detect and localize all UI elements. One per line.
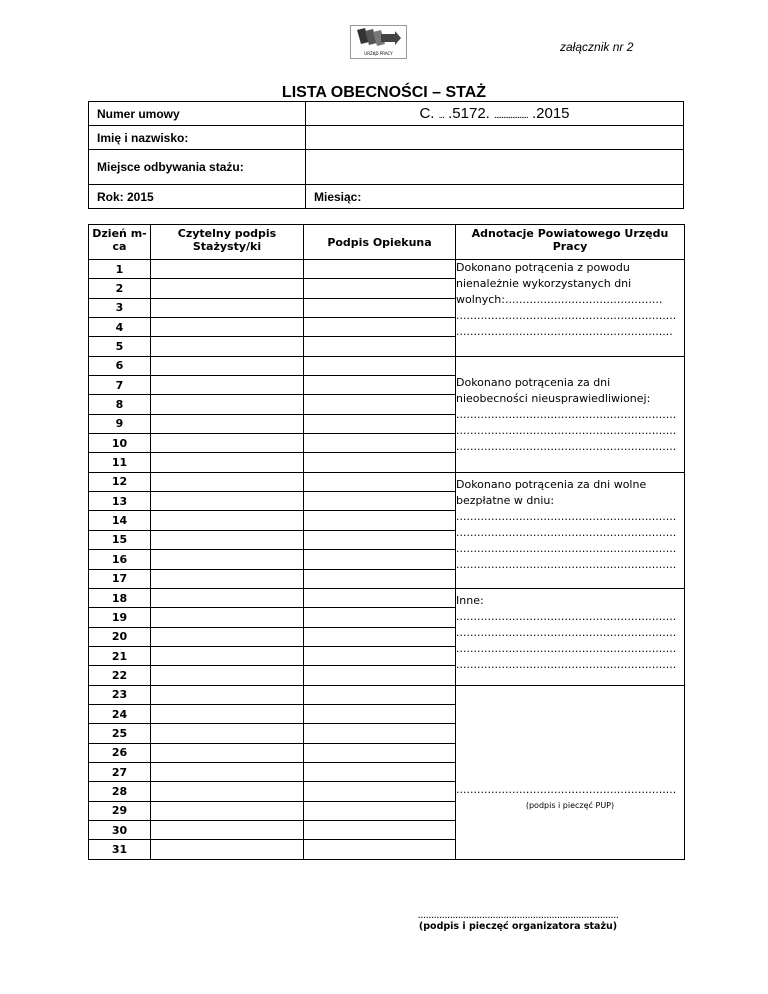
organizer-signature <box>398 910 638 932</box>
annotation-block[interactable] <box>456 356 685 472</box>
day-number: 5 <box>89 337 151 356</box>
annotation-line: ............................................................... <box>456 525 677 539</box>
supervisor-signature-cell[interactable] <box>304 782 456 801</box>
day-number: 4 <box>89 318 151 337</box>
annotation-line: ............................................................... <box>456 407 677 421</box>
organizer-signature-caption: (podpis i pieczęć organizatora stażu) <box>418 921 618 932</box>
year-label: Rok: 2015 <box>89 185 306 209</box>
supervisor-signature-cell[interactable] <box>304 704 456 723</box>
annotation-line: ............................................................... <box>456 641 677 655</box>
day-number: 15 <box>89 530 151 549</box>
annotation-line: ............................................................... <box>456 509 677 523</box>
supervisor-signature-cell[interactable] <box>304 434 456 453</box>
annotation-line: Dokonano potrącenia z powodu <box>456 261 630 274</box>
attendance-table <box>88 224 685 860</box>
annotation-line: Inne: <box>456 593 484 607</box>
intern-signature-cell[interactable] <box>151 356 304 375</box>
annotation-line: nieobecności nieusprawiedliwionej: <box>456 391 651 405</box>
table-row <box>89 260 685 279</box>
day-number: 20 <box>89 627 151 646</box>
day-number: 13 <box>89 492 151 511</box>
supervisor-signature-cell[interactable] <box>304 646 456 665</box>
supervisor-signature-cell[interactable] <box>304 492 456 511</box>
name-label: Imię i nazwisko: <box>89 126 306 150</box>
day-number: 21 <box>89 646 151 665</box>
annotation-line: ............................................................... <box>456 557 677 571</box>
supervisor-signature-cell[interactable] <box>304 356 456 375</box>
annotation-line: ............................................................... <box>456 625 677 639</box>
place-field[interactable] <box>306 150 684 185</box>
day-number: 16 <box>89 550 151 569</box>
intern-signature-cell[interactable] <box>151 337 304 356</box>
intern-signature-cell[interactable] <box>151 646 304 665</box>
intern-signature-cell[interactable] <box>151 840 304 859</box>
intern-signature-cell[interactable] <box>151 704 304 723</box>
supervisor-signature-cell[interactable] <box>304 840 456 859</box>
day-number: 1 <box>89 260 151 279</box>
supervisor-signature-cell[interactable] <box>304 395 456 414</box>
intern-signature-cell[interactable] <box>151 666 304 685</box>
intern-signature-cell[interactable] <box>151 472 304 491</box>
day-number: 31 <box>89 840 151 859</box>
intern-signature-cell[interactable] <box>151 279 304 298</box>
day-number: 24 <box>89 704 151 723</box>
intern-signature-cell[interactable] <box>151 298 304 317</box>
intern-signature-cell[interactable] <box>151 530 304 549</box>
supervisor-signature-cell[interactable] <box>304 627 456 646</box>
day-number: 28 <box>89 782 151 801</box>
day-number: 10 <box>89 434 151 453</box>
supervisor-signature-cell[interactable] <box>304 511 456 530</box>
annotation-line: nienależnie wykorzystanych dni <box>456 277 632 290</box>
col-annotations-header: Adnotacje Powiatowego Urzędu Pracy <box>456 225 685 260</box>
col-day-header: Dzień m-ca <box>89 225 151 260</box>
day-number: 11 <box>89 453 151 472</box>
contract-number-field[interactable]: C. ... .5172. ................... .2015 <box>306 102 684 126</box>
day-number: 7 <box>89 376 151 395</box>
page-title: LISTA OBECNOŚCI – STAŻ <box>281 84 487 101</box>
supervisor-signature-cell[interactable] <box>304 414 456 433</box>
annotation-block[interactable] <box>456 260 685 357</box>
intern-signature-cell[interactable] <box>151 801 304 820</box>
annotation-line: .............................................................. <box>456 325 673 338</box>
name-field[interactable] <box>306 126 684 150</box>
intern-signature-cell[interactable] <box>151 550 304 569</box>
intern-signature-cell[interactable] <box>151 627 304 646</box>
day-number: 23 <box>89 685 151 704</box>
supervisor-signature-cell[interactable] <box>304 608 456 627</box>
annotation-line: ............................................................... <box>456 657 677 671</box>
supervisor-signature-cell[interactable] <box>304 588 456 607</box>
annotation-block[interactable] <box>456 588 685 685</box>
intern-signature-cell[interactable] <box>151 608 304 627</box>
supervisor-signature-cell[interactable] <box>304 453 456 472</box>
supervisor-signature-cell[interactable] <box>304 569 456 588</box>
intern-signature-cell[interactable] <box>151 569 304 588</box>
col-supervisor-header: Podpis Opiekuna <box>304 225 456 260</box>
annotation-line: ............................................................... <box>456 423 677 437</box>
day-number: 25 <box>89 724 151 743</box>
intern-signature-cell[interactable] <box>151 318 304 337</box>
day-number: 18 <box>89 588 151 607</box>
supervisor-signature-cell[interactable] <box>304 685 456 704</box>
day-number: 26 <box>89 743 151 762</box>
supervisor-signature-cell[interactable] <box>304 530 456 549</box>
intern-signature-cell[interactable] <box>151 376 304 395</box>
header-table <box>88 101 684 209</box>
day-number: 3 <box>89 298 151 317</box>
supervisor-signature-cell[interactable] <box>304 318 456 337</box>
day-number: 12 <box>89 472 151 491</box>
supervisor-signature-cell[interactable] <box>304 666 456 685</box>
supervisor-signature-cell[interactable] <box>304 279 456 298</box>
table-row <box>89 588 685 607</box>
day-number: 9 <box>89 414 151 433</box>
intern-signature-cell[interactable] <box>151 453 304 472</box>
intern-signature-cell[interactable] <box>151 260 304 279</box>
day-number: 6 <box>89 356 151 375</box>
supervisor-signature-cell[interactable] <box>304 743 456 762</box>
day-number: 30 <box>89 820 151 839</box>
supervisor-signature-cell[interactable] <box>304 472 456 491</box>
intern-signature-cell[interactable] <box>151 434 304 453</box>
intern-signature-cell[interactable] <box>151 395 304 414</box>
day-number: 19 <box>89 608 151 627</box>
supervisor-signature-cell[interactable] <box>304 550 456 569</box>
supervisor-signature-cell[interactable] <box>304 820 456 839</box>
annotation-line: ............................................................... <box>456 782 677 796</box>
day-number: 29 <box>89 801 151 820</box>
contract-label: Numer umowy <box>89 102 306 126</box>
intern-signature-cell[interactable] <box>151 743 304 762</box>
intern-signature-cell[interactable] <box>151 588 304 607</box>
intern-signature-cell[interactable] <box>151 511 304 530</box>
logo <box>350 25 407 59</box>
col-signature-header: Czytelny podpis Stażysty/ki <box>151 225 304 260</box>
annotation-line: ............................................................... <box>456 439 677 453</box>
annotation-line: wolnych:............................................. <box>456 293 663 306</box>
supervisor-signature-cell[interactable] <box>304 724 456 743</box>
annotation-line: Dokonano potrącenia za dni <box>456 375 611 389</box>
supervisor-signature-cell[interactable] <box>304 376 456 395</box>
annotation-line: Dokonano potrącenia za dni wolne <box>456 477 647 491</box>
logo-icon <box>351 26 406 50</box>
day-number: 22 <box>89 666 151 685</box>
day-number: 8 <box>89 395 151 414</box>
organizer-signature-line: ........................................................................... <box>417 910 619 921</box>
supervisor-signature-cell[interactable] <box>304 762 456 781</box>
intern-signature-cell[interactable] <box>151 782 304 801</box>
day-number: 17 <box>89 569 151 588</box>
annotation-block[interactable] <box>456 685 685 859</box>
annotation-line: ............................................................... <box>456 609 677 623</box>
intern-signature-cell[interactable] <box>151 724 304 743</box>
logo-text: URZĄD PRACY <box>364 51 393 56</box>
annotation-line: ............................................................... <box>456 541 677 555</box>
supervisor-signature-cell[interactable] <box>304 298 456 317</box>
table-row <box>89 685 685 704</box>
intern-signature-cell[interactable] <box>151 414 304 433</box>
attachment-label: załącznik nr 2 <box>560 40 634 54</box>
annotation-line: bezpłatne w dniu: <box>456 493 555 507</box>
annotation-block[interactable] <box>456 472 685 588</box>
supervisor-signature-cell[interactable] <box>304 337 456 356</box>
day-number: 2 <box>89 279 151 298</box>
place-label: Miejsce odbywania stażu: <box>89 150 306 185</box>
supervisor-signature-cell[interactable] <box>304 801 456 820</box>
intern-signature-cell[interactable] <box>151 762 304 781</box>
intern-signature-cell[interactable] <box>151 685 304 704</box>
supervisor-signature-cell[interactable] <box>304 260 456 279</box>
month-label[interactable]: Miesiąc: <box>306 185 684 209</box>
day-number: 27 <box>89 762 151 781</box>
day-number: 14 <box>89 511 151 530</box>
table-row <box>89 356 685 375</box>
intern-signature-cell[interactable] <box>151 492 304 511</box>
table-row <box>89 472 685 491</box>
annotation-line: ............................................................... <box>456 309 677 322</box>
pup-signature-caption: (podpis i pieczęć PUP) <box>525 800 615 810</box>
intern-signature-cell[interactable] <box>151 820 304 839</box>
